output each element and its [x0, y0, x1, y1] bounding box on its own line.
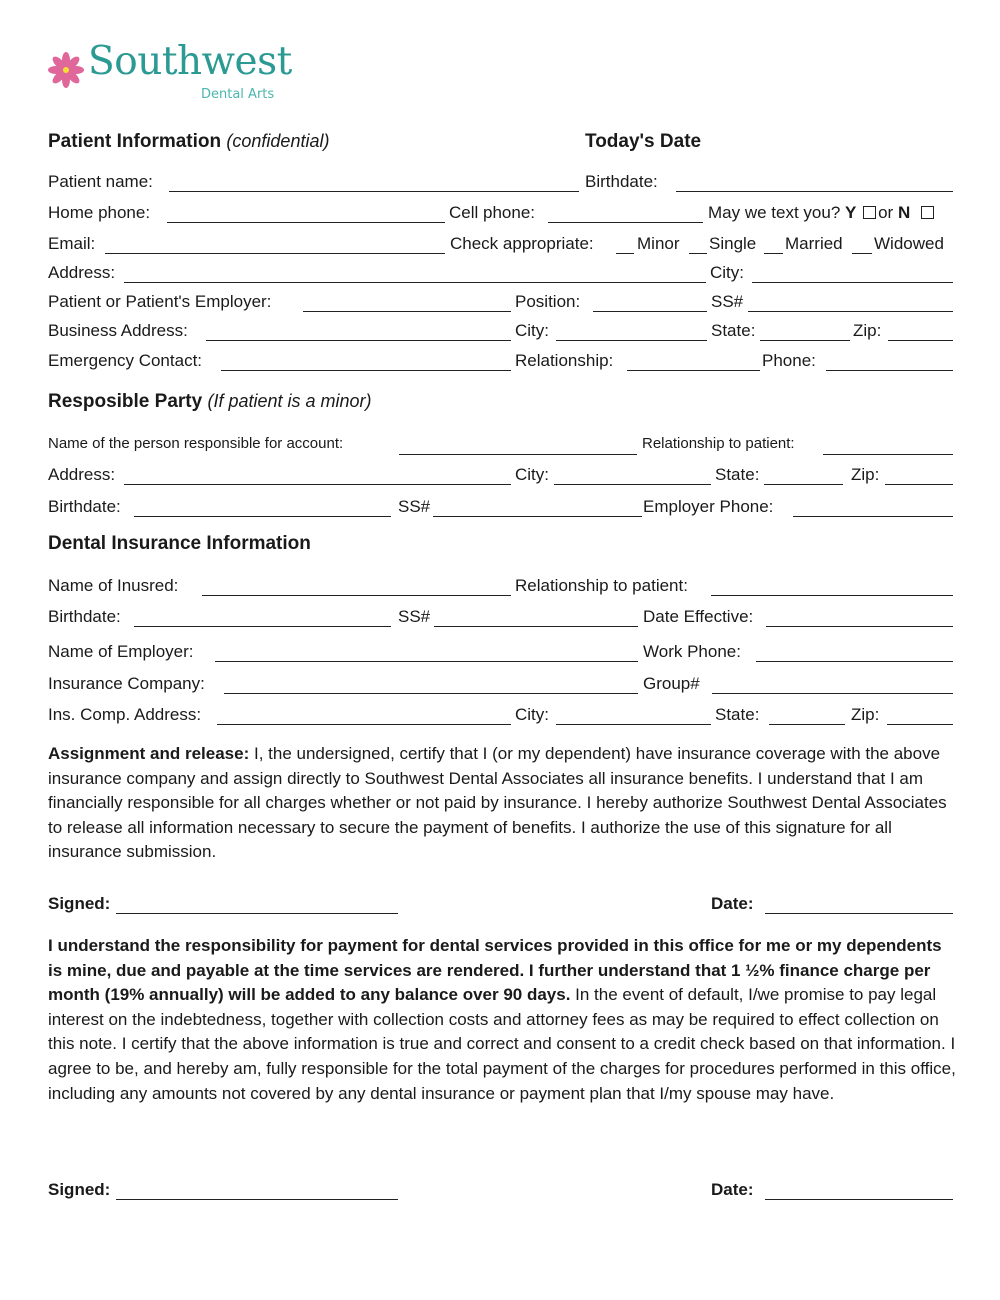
responsible-address-label: Address:: [48, 465, 116, 484]
widowed-label: Widowed: [874, 234, 944, 253]
logo: [48, 39, 308, 102]
business-address-label: Business Address:: [48, 321, 188, 340]
financial-bold-text: I understand the responsibility for payment for dental services provided in this office for me or my dependents is mine, due and payable at the time services are rendered. I further understand that 1 ½% finance charge per month (19% annually) will be added to any balance over 90 days.: [48, 936, 942, 1005]
group-field[interactable]: [712, 693, 953, 694]
address-field[interactable]: [124, 282, 706, 283]
heading-note: (confidential): [226, 131, 330, 151]
insurance-state-field[interactable]: [769, 724, 845, 725]
patient-name-field[interactable]: [169, 191, 579, 192]
row-insured: [48, 576, 953, 600]
assignment-date-label: Date:: [711, 894, 754, 913]
insurance-state-label: State:: [715, 705, 760, 724]
assignment-heading: Assignment and release:: [48, 744, 250, 763]
row-phones: [48, 203, 953, 227]
birthdate-label: Birthdate:: [585, 172, 658, 191]
responsible-birthdate-label: Birthdate:: [48, 497, 121, 516]
financial-date-label: Date:: [711, 1180, 754, 1199]
ssn-label: SS#: [711, 292, 744, 311]
emergency-contact-label: Emergency Contact:: [48, 351, 203, 370]
row-insured-birthdate: [48, 607, 953, 631]
relationship-field[interactable]: [627, 370, 760, 371]
logo-subtitle: Dental Arts: [201, 87, 275, 102]
insured-birthdate-field[interactable]: [134, 626, 391, 627]
insured-ssn-label: SS#: [398, 607, 431, 626]
insurance-city-field[interactable]: [556, 724, 711, 725]
responsible-ssn-field[interactable]: [433, 516, 642, 517]
minor-label: Minor: [637, 234, 680, 253]
financial-signature-field[interactable]: [116, 1199, 398, 1200]
responsible-name-field[interactable]: [399, 454, 637, 455]
row-responsible-birthdate: [48, 497, 953, 521]
home-phone-label: Home phone:: [48, 203, 151, 222]
assignment-paragraph: [48, 742, 958, 865]
row-patient-name: [48, 172, 953, 196]
insurance-company-label: Insurance Company:: [48, 674, 205, 693]
insurance-company-field[interactable]: [224, 693, 638, 694]
employer-phone-field[interactable]: [793, 516, 953, 517]
insurance-zip-label: Zip:: [851, 705, 880, 724]
responsible-zip-field[interactable]: [885, 484, 953, 485]
employer-phone-label: Employer Phone:: [643, 497, 774, 516]
position-label: Position:: [515, 292, 581, 311]
cell-phone-field[interactable]: [548, 222, 703, 223]
heading-note: (If patient is a minor): [207, 391, 372, 411]
check-appropriate-label: Check appropriate:: [450, 234, 594, 253]
emergency-phone-label: Phone:: [762, 351, 816, 370]
yes-label: Y: [845, 203, 857, 222]
responsible-state-label: State:: [715, 465, 760, 484]
ssn-field[interactable]: [748, 311, 953, 312]
responsible-name-label: Name of the person responsible for account:: [48, 435, 344, 452]
business-zip-field[interactable]: [888, 340, 953, 341]
text-question: May we text you?: [708, 203, 841, 222]
employer-label: Patient or Patient's Employer:: [48, 292, 272, 311]
financial-signed-label: Signed:: [48, 1180, 111, 1199]
responsible-party-heading: [48, 391, 372, 413]
cell-phone-label: Cell phone:: [449, 203, 536, 222]
business-state-label: State:: [711, 321, 756, 340]
insured-birthdate-label: Birthdate:: [48, 607, 121, 626]
insured-relationship-label: Relationship to patient:: [515, 576, 688, 595]
emergency-contact-field[interactable]: [221, 370, 511, 371]
row-employer: [48, 292, 953, 316]
home-phone-field[interactable]: [167, 222, 445, 223]
city-label: City:: [710, 263, 744, 282]
email-field[interactable]: [105, 253, 445, 254]
insured-relationship-field[interactable]: [711, 595, 953, 596]
date-effective-label: Date Effective:: [643, 607, 754, 626]
financial-paragraph: [48, 934, 958, 1106]
insurance-address-field[interactable]: [217, 724, 511, 725]
heading-text: Patient Information: [48, 131, 222, 152]
emergency-phone-field[interactable]: [826, 370, 953, 371]
assignment-signature-field[interactable]: [116, 913, 398, 914]
responsible-relationship-label: Relationship to patient:: [642, 435, 795, 452]
row-insured-employer: [48, 642, 953, 666]
business-state-field[interactable]: [760, 340, 850, 341]
married-blank[interactable]: [764, 253, 783, 254]
heading-text: Resposible Party: [48, 391, 203, 412]
assignment-date-field[interactable]: [765, 913, 953, 914]
responsible-relationship-field[interactable]: [823, 454, 953, 455]
text-permission: [708, 203, 936, 223]
patient-info-heading: [48, 131, 329, 153]
responsible-ssn-label: SS#: [398, 497, 431, 516]
work-phone-label: Work Phone:: [643, 642, 741, 661]
patient-name-label: Patient name:: [48, 172, 153, 191]
insurance-address-label: Ins. Comp. Address:: [48, 705, 202, 724]
position-field[interactable]: [593, 311, 707, 312]
or-label: or: [878, 203, 894, 222]
insurance-heading: Dental Insurance Information: [48, 533, 311, 554]
employer-field[interactable]: [303, 311, 511, 312]
financial-date-field[interactable]: [765, 1199, 953, 1200]
logo-name: Southwest: [88, 39, 292, 84]
business-city-label: City:: [515, 321, 549, 340]
assignment-signed-label: Signed:: [48, 894, 111, 913]
row-business-address: [48, 321, 953, 345]
no-label: N: [897, 203, 911, 222]
insured-employer-field[interactable]: [215, 661, 638, 662]
widowed-blank[interactable]: [852, 253, 872, 254]
business-zip-label: Zip:: [853, 321, 882, 340]
responsible-birthdate-field[interactable]: [134, 516, 391, 517]
yes-checkbox[interactable]: [863, 206, 876, 219]
assignment-body: I, the undersigned, certify that I (or my dependent) have insurance coverage with the above insurance company and assign directly to Southwest Dental Associates all insurance benefits. I understand that I am financially responsible for all charges whether or not paid by insurance. I hereby authorize Southwest Dental Associates to release all information necessary to secure the payment of benefits. I authorize the use of this signature for all insurance submission.: [48, 744, 947, 862]
row-address: [48, 263, 953, 287]
responsible-state-field[interactable]: [764, 484, 843, 485]
responsible-city-label: City:: [515, 465, 549, 484]
minor-blank[interactable]: [616, 253, 634, 254]
responsible-zip-label: Zip:: [851, 465, 880, 484]
single-label: Single: [709, 234, 757, 253]
todays-date-label: Today's Date: [585, 131, 702, 152]
flower-icon: [48, 52, 84, 88]
insurance-zip-field[interactable]: [887, 724, 953, 725]
financial-body: In the event of default, I/we promise to pay legal interest on the indebtedness, together with collection costs and attorney fees as may be required to effect collection on this note. I certify that the above information is true and correct and consent to a credit check based on that information. I agree to be, and hereby am, fully responsible for the total payment of the charges for procedures performed in this office, including any amounts not covered by any dental insurance or payment plan that I/my spouse may have.: [48, 985, 956, 1103]
business-address-field[interactable]: [206, 340, 511, 341]
row-email: [48, 234, 953, 258]
insurance-city-label: City:: [515, 705, 549, 724]
row-insurance-address: [48, 705, 953, 729]
responsible-address-field[interactable]: [124, 484, 511, 485]
date-effective-field[interactable]: [766, 626, 953, 627]
business-city-field[interactable]: [556, 340, 707, 341]
city-field[interactable]: [752, 282, 953, 283]
row-responsible-name: [48, 435, 953, 459]
relationship-label: Relationship:: [515, 351, 614, 370]
row-responsible-address: [48, 465, 953, 489]
address-label: Address:: [48, 263, 116, 282]
insured-name-label: Name of Inusred:: [48, 576, 179, 595]
responsible-city-field[interactable]: [554, 484, 711, 485]
insured-name-field[interactable]: [202, 595, 511, 596]
group-label: Group#: [643, 674, 700, 693]
insured-ssn-field[interactable]: [434, 626, 638, 627]
married-label: Married: [785, 234, 843, 253]
row-emergency: [48, 351, 953, 375]
no-checkbox[interactable]: [921, 206, 934, 219]
single-blank[interactable]: [689, 253, 707, 254]
work-phone-field[interactable]: [756, 661, 953, 662]
email-label: Email:: [48, 234, 96, 253]
row-insurance-company: [48, 674, 953, 698]
birthdate-field[interactable]: [676, 191, 953, 192]
insured-employer-label: Name of Employer:: [48, 642, 194, 661]
